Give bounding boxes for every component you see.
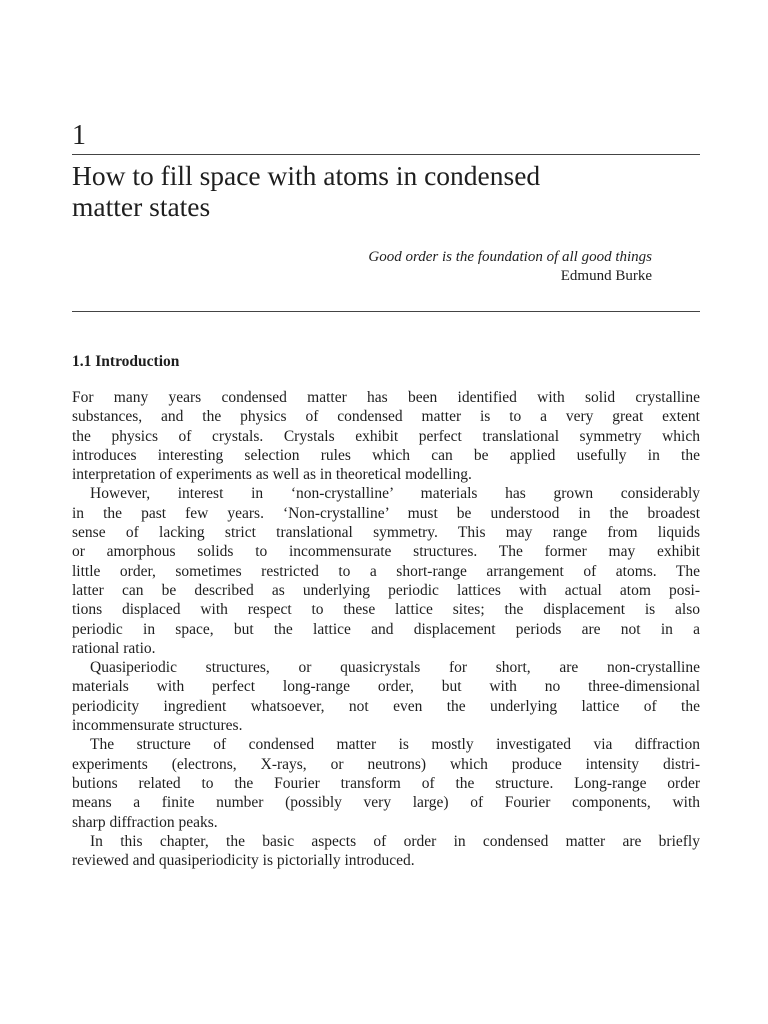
epigraph-author: Edmund Burke (560, 268, 652, 284)
chapter-title (72, 160, 700, 222)
epigraph (368, 248, 652, 286)
chapter-title-line-1: How to fill space with atoms in condensed (72, 160, 541, 191)
paragraph-line: reviewed and quasiperiodicity is pictorially introduced. (72, 852, 415, 870)
paragraph-line: butions related to the Fourier transform of the structure. Long-range order (72, 774, 700, 792)
section-heading: 1.1 Introduction (72, 353, 180, 370)
paragraph-line: sharp diffraction peaks. (72, 813, 218, 831)
paragraph-line: tions displaced with respect to these lattice sites; the displacement is also (72, 601, 700, 619)
paragraph (72, 658, 700, 735)
paragraph (72, 484, 700, 658)
chapter-title-line-2: matter states (72, 191, 211, 222)
paragraph-line: rational ratio. (72, 639, 156, 657)
paragraph (72, 832, 700, 871)
body-text (72, 388, 700, 870)
paragraph-line: substances, and the physics of condensed matter is to a very great extent (72, 408, 700, 426)
paragraph-line: the physics of crystals. Crystals exhibit perfect translational symmetry which (72, 427, 700, 445)
paragraph-line: However, interest in ‘non-crystalline’ materials has grown considerably (90, 485, 700, 503)
paragraph-line: incommensurate structures. (72, 717, 243, 735)
chapter-header-bottom-rule (72, 311, 700, 312)
paragraph-line: periodic in space, but the lattice and displacement periods are not in a (72, 620, 700, 638)
paragraph-line: in the past few years. ‘Non-crystalline’ must be understood in the broadest (72, 504, 700, 522)
paragraph-line: For many years condensed matter has been identified with solid crystalline (72, 389, 700, 406)
paragraph-line: periodicity ingredient whatsoever, not even the underlying lattice of the (72, 697, 700, 715)
chapter-number: 1 (72, 120, 86, 151)
paragraph-line: means a finite number (possibly very large) of Fourier components, with (72, 794, 700, 812)
paragraph-line: The structure of condensed matter is mostly investigated via diffraction (90, 736, 700, 754)
paragraph-line: experiments (electrons, X-rays, or neutrons) which produce intensity distri- (72, 755, 700, 773)
paragraph-line: little order, sometimes restricted to a short-range arrangement of atoms. The (72, 562, 700, 580)
paragraph-line: or amorphous solids to incommensurate structures. The former may exhibit (72, 543, 700, 561)
chapter-top-rule (72, 154, 700, 155)
paragraph-line: latter can be described as underlying periodic lattices with actual atom posi- (72, 581, 700, 599)
epigraph-quote: Good order is the foundation of all good things (368, 249, 652, 265)
paragraph-line: In this chapter, the basic aspects of order in condensed matter are briefly (90, 832, 700, 850)
paragraph-line: interpretation of experiments as well as in theoretical modelling. (72, 466, 472, 484)
paragraph-line: introduces interesting selection rules which can be applied usefully in the (72, 446, 700, 464)
paragraph (72, 388, 700, 484)
paragraph-line: materials with perfect long-range order, but with no three-dimensional (72, 678, 700, 696)
paragraph-line: sense of lacking strict translational symmetry. This may range from liquids (72, 524, 700, 542)
paragraph (72, 735, 700, 831)
paragraph-line: Quasiperiodic structures, or quasicrystals for short, are non-crystalline (90, 659, 700, 677)
